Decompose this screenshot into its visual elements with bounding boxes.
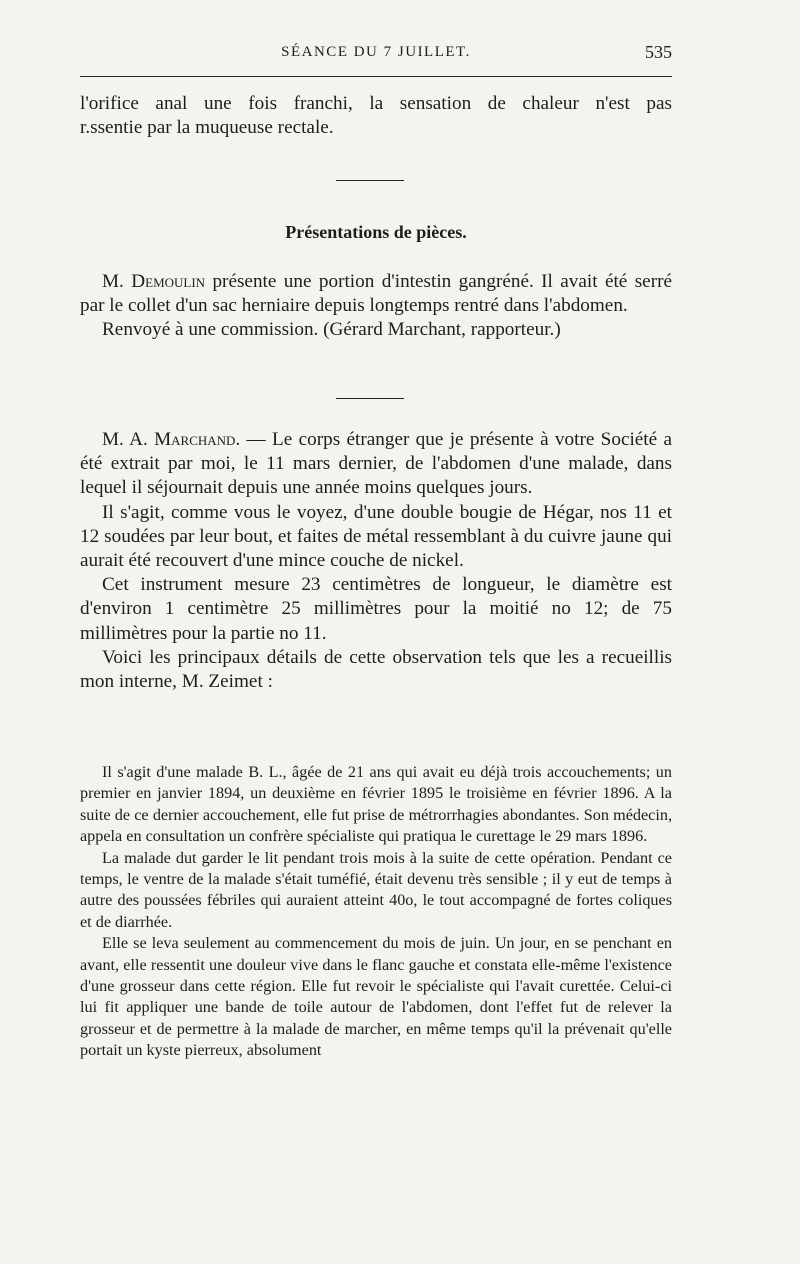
- intro-line-1: l'orifice anal une fois franchi, la sensation de chaleur n'est pas: [80, 93, 672, 114]
- demoulin-text: [80, 270, 672, 318]
- marchand-paragraph-3: Cet instrument mesure 23 centimètres de longueur, le diamètre est d'environ 1 centimètre 25 millimètres pour la moitié no 12; de 75 millimètres pour la partie no 11.: [80, 574, 672, 644]
- marchand-paragraph-4: Voici les principaux détails de cette observation tels que les a recueillis mon interne, M. Zeimet :: [80, 646, 672, 693]
- author-demoulin: Demoulin: [131, 271, 206, 292]
- header-rule: [80, 76, 672, 77]
- observation-paragraph-2: La malade dut garder le lit pendant trois mois à la suite de cette opération. Pendant ce temps, le ventre de la malade s'était tuméfié, était devenu très sensible ; il y eut de temps à autre des poussées fébriles qui auraient atteint 40o, le tout accompagné de fortes coliques et de diarrhée.: [80, 848, 672, 931]
- marchand-prefix: M. A.: [102, 429, 155, 450]
- intro-paragraph: [80, 92, 672, 140]
- separator-rule-2: [336, 398, 404, 399]
- page-number: 535: [645, 42, 672, 62]
- demoulin-referral: Renvoyé à une commission. (Gérard Marchant, rapporteur.): [102, 319, 561, 341]
- marchand-p1-body: . — Le corps étranger que je présente à votre Société a été extrait par moi, le 11 mars dernier, de l'abdomen d'une malade, dans lequel il séjournait depuis une année moins quelques jours.: [80, 429, 672, 499]
- demoulin-body: présente une portion d'intestin gangréné. Il avait été serré par le collet d'un sac herniaire depuis longtemps rentré dans l'abdomen.: [80, 271, 672, 317]
- separator-rule-1: [336, 180, 404, 181]
- demoulin-prefix: M.: [102, 271, 132, 292]
- marchand-section: [80, 428, 672, 694]
- author-marchand: Marchand: [154, 429, 236, 450]
- running-header: [80, 44, 672, 72]
- observation-paragraph-1: Il s'agit d'une malade B. L., âgée de 21 ans qui avait eu déjà trois accouchements; un premier en janvier 1894, un deuxième en février 1895 le troisième en février 1896. A la suite de ce dernier accouchement, elle fut prise de métrorrhagies abondantes. Son médecin, appela en consultation un confrère spécialiste qui pratiqua le curettage le 29 mars 1896.: [80, 763, 672, 846]
- running-title: SÉANCE DU 7 JUILLET.: [281, 44, 471, 60]
- observation-paragraph-3: Elle se leva seulement au commencement du mois de juin. Un jour, en se penchant en avant, elle ressentit une douleur vive dans le flanc gauche et constata elle-même l'existence d'une grosseur dans cette région. Elle fut revoir le spécialiste qui l'avait curettée. Celui-ci lui fit appliquer une bande de toile autour de l'abdomen, dont l'effet fut de relever la grosseur et de permettre à la malade de marcher, en même temps qu'il la prévenait qu'elle portait un kyste pierreux, absolument: [80, 934, 672, 1060]
- observation-section: [80, 762, 672, 1062]
- demoulin-paragraph: [80, 270, 672, 343]
- marchand-paragraph-2: Il s'agit, comme vous le voyez, d'une double bougie de Hégar, nos 11 et 12 soudées par leur bout, et faites de métal ressemblant à du cuivre jaune qui aurait été recouvert d'une mince couche de nickel.: [80, 501, 672, 572]
- section-heading: Présentations de pièces.: [285, 222, 467, 242]
- intro-line-2: r.ssentie par la muqueuse rectale.: [80, 117, 334, 139]
- marchand-paragraph-1: [80, 428, 672, 501]
